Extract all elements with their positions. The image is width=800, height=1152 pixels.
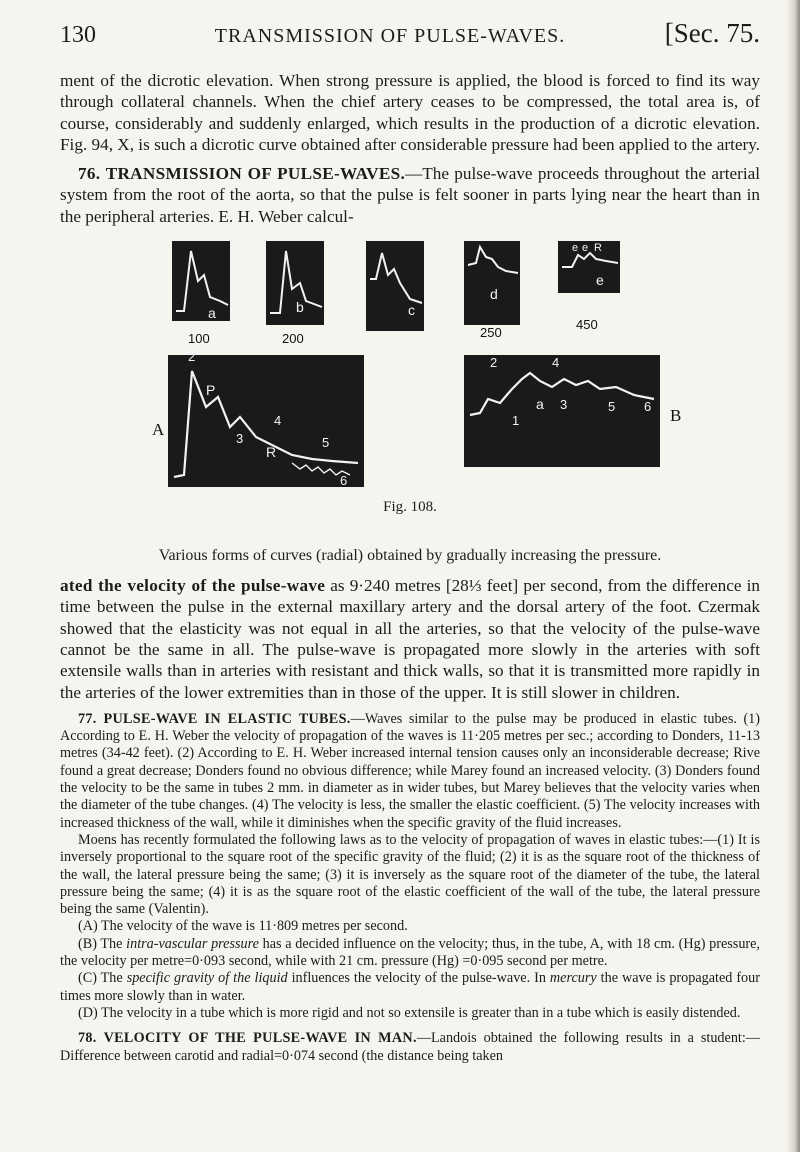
panel-b: [266, 241, 324, 325]
intro-paragraph: ment of the dicrotic elevation. When strong pressure is applied, the blood is forced to find its way through collateral channels. When the chief artery ceases to be compressed, the total area is, of course, considerably and suddenly enlarged, which results in the production of a dicrotic elevation. Fig. 94, X, is such a dicrotic curve obtained after considerable pressure had been applied to the artery.: [60, 71, 760, 154]
curve-b-label: B: [670, 406, 682, 426]
book-page: [60, 18, 760, 1065]
item-c-text: influences the velocity of the pulse-wave. In: [287, 970, 550, 987]
panel-a: [172, 241, 230, 321]
item-d: (D) The velocity in a tube which is more rigid and not so extensile is greater than in a tube which is easily distended.: [78, 1004, 741, 1021]
item-b-emphasis: intra-vascular pressure: [126, 935, 259, 952]
curve-a-num-4: 4: [274, 413, 282, 429]
curve-b-num-4: 4: [552, 355, 560, 371]
curve-b-num-5: 5: [608, 399, 616, 415]
pressure-250: 250: [480, 325, 502, 341]
section-marker: [Sec. 75.: [664, 18, 760, 48]
item-b: [60, 936, 760, 971]
section-78-heading: 78. VELOCITY OF THE PULSE-WAVE IN MAN.: [78, 1030, 417, 1047]
curve-b-num-2: 2: [490, 355, 498, 371]
panel-b-letter: b: [296, 299, 304, 316]
curve-a-num-6: 6: [340, 473, 348, 489]
section-76-paragraph: [60, 163, 760, 227]
panel-a-letter: a: [208, 305, 216, 322]
curve-a-label: A: [152, 420, 165, 440]
item-c-lead: (C) The: [78, 970, 127, 987]
item-c: [60, 970, 760, 1005]
curve-b-num-1: 1: [512, 413, 520, 429]
item-c-emphasis: specific gravity of the liquid: [126, 970, 288, 987]
pressure-100: 100: [188, 331, 210, 347]
curve-b-num-3: 3: [560, 397, 568, 413]
item-b-text: has a decided influence on the velocity; thus, in the tube, A, with 18 cm. (Hg) pressure, the velocity per metre=0·093 second, while with 21 cm. pressure (Hg) =0·095 second per metre.: [60, 935, 760, 970]
item-a: (A) The velocity of the wave is 11·809 metres per second.: [78, 918, 408, 935]
figure-label: Fig. 108.: [383, 499, 437, 516]
panel-d: [464, 241, 520, 325]
continuation-paragraph: [60, 575, 760, 703]
figure-108: [60, 239, 760, 537]
pulse-curves-illustration: [60, 239, 760, 537]
panel-e: [558, 241, 620, 293]
panel-e-label-r: R: [594, 242, 602, 255]
running-title: TRANSMISSION OF PULSE-WAVES.: [214, 25, 566, 47]
item-c-text-2: the wave is propagated four times more slowly than in water.: [60, 970, 760, 1004]
item-b-lead: (B) The: [78, 935, 127, 952]
curve-a: [168, 349, 364, 488]
curve-a-p: P: [206, 382, 216, 399]
curve-a-num-3: 3: [236, 431, 244, 447]
panel-d-letter: d: [490, 286, 498, 303]
curve-b: [464, 355, 660, 467]
panel-c-letter: c: [408, 302, 415, 319]
panel-e-label-e1: e: [572, 242, 579, 255]
section-76-heading: 76. TRANSMISSION OF PULSE-WAVES.: [78, 164, 406, 184]
curve-b-num-6: 6: [644, 399, 652, 415]
page-edge-shadow: [786, 0, 800, 1152]
panel-e-letter: e: [596, 272, 604, 289]
figure-caption: Various forms of curves (radial) obtained by gradually increasing the pressure.: [158, 547, 662, 565]
item-c-emphasis-2: mercury: [549, 970, 597, 987]
panel-e-label-e2: e: [582, 242, 589, 255]
pressure-200: 200: [282, 331, 304, 347]
page-header: [60, 18, 760, 58]
section-76-text: —The pulse-wave proceeds throughout the arterial system from the root of the aorta, so that the pulse is felt sooner in parts lying near the heart than in the peripheral arteries. E. H. Weber calcul-: [60, 164, 761, 226]
curve-b-a: a: [536, 396, 544, 413]
panel-c: [366, 241, 424, 331]
moens-paragraph: Moens has recently formulated the following laws as to the velocity of propagation of waves in elastic tubes:—(1) It is inversely proportional to the square root of the specific gravity of the fluid; (2) it is as the square root of the thickness of the wall, the lateral pressure being the same; (3) it is inversely as the square root of the diameter of the tube, the lateral pressure being the same; (4) it is as the square root of the elastic coefficient of the wall of the tube, the lateral pressure being the same (Valentin).: [60, 831, 760, 918]
section-78-paragraph: [60, 1030, 760, 1065]
section-77-paragraph: [60, 711, 760, 832]
curve-a-r: R: [266, 444, 277, 461]
section-77-text: —Waves similar to the pulse may be produced in elastic tubes. (1) According to E. H. Weber the velocity of propagation of the waves is 11·205 metres per sec.; according to Donders, 11-13 metres (34-42 feet). (2) According to E. H. Weber increased internal tension causes only an inconsiderable decrease; Rive found a great decrease; Donders found no obvious difference; while Marey found an increased velocity. (3) Donders found the velocity to be the same in tubes 2 mm. in diameter as in wider tubes, but Marey believes that the velocity varies when the diameter of the tube changes. (4) The velocity is less, the smaller the elastic coefficient. (5) The velocity increases with increased thickness of the wall, while it diminishes when the specific gravity of the fluid increases.: [60, 710, 760, 831]
curve-a-num-2: 2: [188, 349, 196, 365]
velocity-bold-lead: ated the velocity of the pulse-wave: [60, 576, 326, 596]
pressure-450: 450: [576, 317, 598, 333]
continuation-text: as 9·240 metres [28⅓ feet] per second, from the difference in time between the pulse in the external maxillary artery and the dorsal artery of the foot. Czermak showed that the elasticity was not equal in all the arteries, so that the velocity of the pulse-wave cannot be the same in all. The pulse-wave is propagated more slowly in the arteries with soft extensile walls than in arteries with resistant and thick walls, so that it is transmitted more rapidly in the arteries of the lower extremities than in those of the upper. It is still slower in children.: [60, 576, 760, 702]
section-78-text: —Landois obtained the following results in a student:—Difference between carotid and radial=0·074 second (the distance being taken: [60, 1030, 760, 1064]
curve-a-num-5: 5: [322, 435, 330, 451]
section-77-heading: 77. PULSE-WAVE IN ELASTIC TUBES.: [78, 710, 351, 727]
page-number: 130: [60, 22, 96, 48]
